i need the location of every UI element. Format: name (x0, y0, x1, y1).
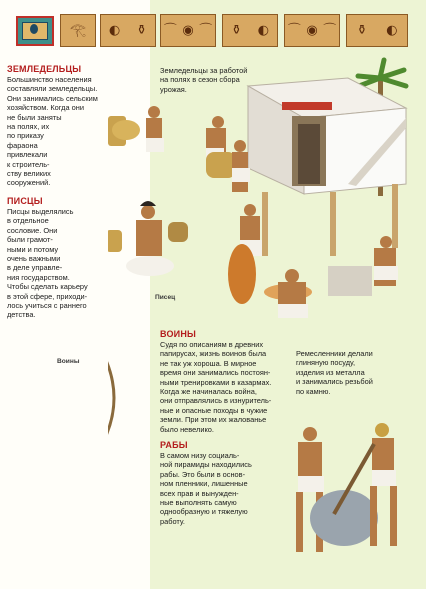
caption-farmers-work: Земледельцы за работой на полях в сезон сбора урожая. (160, 66, 248, 94)
heading-slaves: РАБЫ (160, 440, 188, 450)
frieze-tile: ⌒ ◉ ⌒ (160, 14, 216, 47)
frieze-tile: ⚱ ◐ (222, 14, 278, 47)
heading-farmers: ЗЕМЛЕДЕЛЬЦЫ (7, 64, 82, 74)
temple-building-illustration (248, 78, 406, 256)
slaves-text: В самом низу социаль- ной пирамиды находились рабы. Это были в основ- ном пленники, лишенные всех прав и вынужден- ные выполнять самую однообразную и тяжелую работу. (160, 451, 252, 526)
slaves-illustration (296, 423, 397, 552)
farmers-illustration (108, 106, 250, 192)
caption-scribe: Писец (155, 294, 176, 301)
caption-warriors: Воины (57, 358, 80, 365)
craftsmen-illustration (228, 204, 398, 318)
heading-scribes: ПИСЦЫ (7, 196, 43, 206)
scribe-illustration (108, 201, 188, 276)
scribes-text: Писцы выделялись в отдельное сословие. Они были грамот- ными и потому очень важными в деле управле- ния государством. Чтобы сделать карьеру в этой сфере, приходи- лось учиться с раннего детства. (7, 207, 88, 320)
frieze-tile: ◐ ⚱ (100, 14, 156, 47)
caption-craftsmen: Ремесленники делали глиняную посуду, изделия из металла и занимались резьбой по камню. (296, 349, 373, 396)
eye-of-horus-icon: 𓂀 (69, 23, 87, 38)
frieze-tile: ⚱ ◐ (346, 14, 408, 47)
farmers-text: Большинство населения составляли земледельцы. Они занимались сельским хозяйством. Когда они не были заняты на полях, их по приказу фараона привлекали к строитель- ству великих сооружений. (7, 75, 98, 188)
heading-warriors: ВОИНЫ (160, 329, 197, 339)
illustration-scenes (108, 56, 426, 589)
warriors-text: Судя по описаниям в древних папирусах, жизнь воинов была не так уж хороша. В мирное время они занимались постоян- ными тренировками в казармах. Когда же начиналась война, они отправлялись в изнуритель- ные и опасные походы в чужие земли. При этом их жалованье было невелико. (160, 340, 272, 434)
frieze-tile (60, 14, 96, 47)
frieze-tile: ⌒ ◉ ⌒ (284, 14, 340, 47)
scarab-icon (16, 16, 54, 46)
warriors-illustration (108, 348, 114, 526)
